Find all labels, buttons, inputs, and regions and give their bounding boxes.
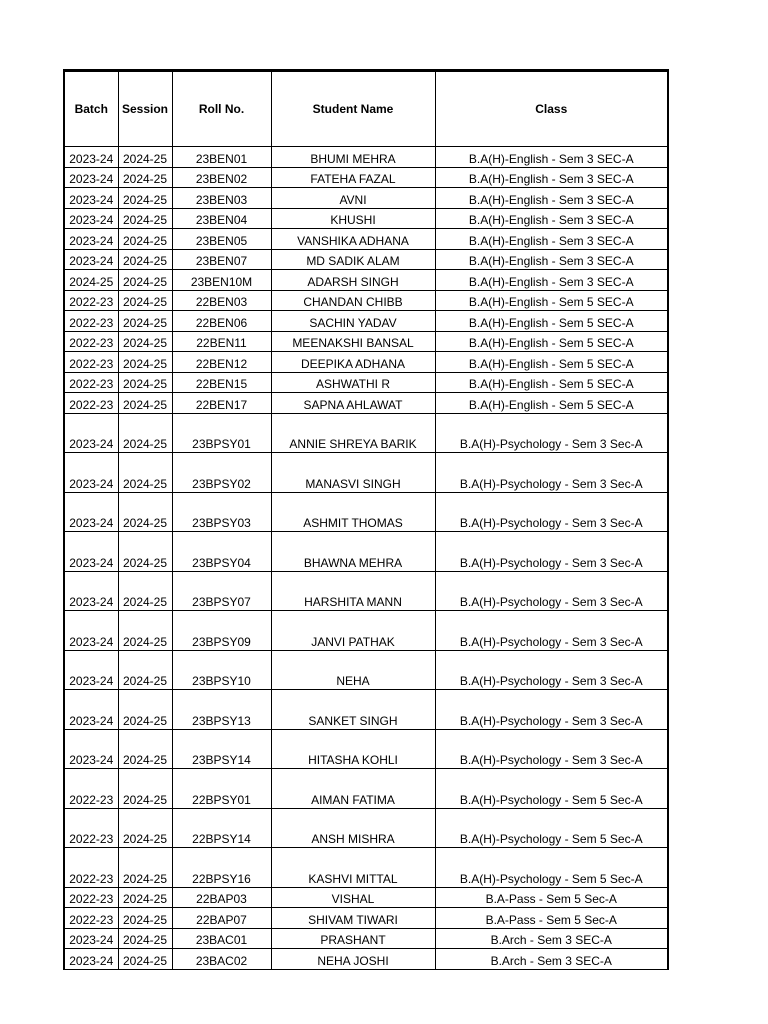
header-class: Class: [435, 71, 668, 147]
table-row: [64, 611, 668, 651]
cell-batch: 2022-23: [64, 848, 118, 888]
table-row: [64, 571, 668, 611]
cell-student-name: SACHIN YADAV: [271, 311, 435, 332]
cell-student-name: BHAWNA MEHRA: [271, 532, 435, 572]
table-row: [64, 650, 668, 690]
cell-session: 2024-25: [118, 492, 172, 532]
cell-batch: 2023-24: [64, 650, 118, 690]
cell-class: B.A-Pass - Sem 5 Sec-A: [435, 908, 668, 929]
student-table: [63, 69, 669, 970]
cell-roll-no: 23BPSY07: [172, 571, 271, 611]
table-row: [64, 270, 668, 291]
header-student-name: Student Name: [271, 71, 435, 147]
cell-student-name: CHANDAN CHIBB: [271, 290, 435, 311]
cell-student-name: NEHA: [271, 650, 435, 690]
header-row: [64, 71, 668, 147]
cell-session: 2024-25: [118, 167, 172, 188]
cell-session: 2024-25: [118, 208, 172, 229]
cell-batch: 2022-23: [64, 908, 118, 929]
cell-session: 2024-25: [118, 571, 172, 611]
table-row: [64, 729, 668, 769]
cell-student-name: JANVI PATHAK: [271, 611, 435, 651]
cell-class: B.A(H)-English - Sem 5 SEC-A: [435, 311, 668, 332]
cell-session: 2024-25: [118, 690, 172, 730]
cell-roll-no: 22BAP03: [172, 887, 271, 908]
cell-class: B.A(H)-Psychology - Sem 3 Sec-A: [435, 571, 668, 611]
cell-session: 2024-25: [118, 650, 172, 690]
cell-class: B.Arch - Sem 3 SEC-A: [435, 949, 668, 970]
cell-roll-no: 22BPSY01: [172, 769, 271, 809]
cell-session: 2024-25: [118, 928, 172, 949]
table-row: [64, 928, 668, 949]
cell-roll-no: 23BPSY13: [172, 690, 271, 730]
cell-roll-no: 22BEN03: [172, 290, 271, 311]
cell-roll-no: 23BEN03: [172, 188, 271, 209]
cell-session: 2024-25: [118, 808, 172, 848]
cell-student-name: NEHA JOSHI: [271, 949, 435, 970]
cell-class: B.A-Pass - Sem 5 Sec-A: [435, 887, 668, 908]
cell-class: B.A(H)-Psychology - Sem 3 Sec-A: [435, 492, 668, 532]
cell-student-name: VANSHIKA ADHANA: [271, 229, 435, 250]
cell-batch: 2023-24: [64, 532, 118, 572]
cell-student-name: AVNI: [271, 188, 435, 209]
table-row: [64, 249, 668, 270]
cell-roll-no: 23BEN01: [172, 147, 271, 168]
cell-session: 2024-25: [118, 352, 172, 373]
table-row: [64, 848, 668, 888]
cell-roll-no: 22BEN12: [172, 352, 271, 373]
table-row: [64, 690, 668, 730]
cell-class: B.A(H)-English - Sem 3 SEC-A: [435, 208, 668, 229]
table-row: [64, 949, 668, 970]
cell-batch: 2022-23: [64, 352, 118, 373]
table-row: [64, 532, 668, 572]
cell-class: B.A(H)-English - Sem 3 SEC-A: [435, 270, 668, 291]
header-batch: Batch: [64, 71, 118, 147]
table-row: [64, 887, 668, 908]
cell-class: B.A(H)-Psychology - Sem 3 Sec-A: [435, 611, 668, 651]
cell-session: 2024-25: [118, 331, 172, 352]
cell-student-name: MEENAKSHI BANSAL: [271, 331, 435, 352]
cell-class: B.A(H)-Psychology - Sem 3 Sec-A: [435, 532, 668, 572]
cell-class: B.A(H)-English - Sem 5 SEC-A: [435, 393, 668, 414]
table-row: [64, 808, 668, 848]
cell-batch: 2022-23: [64, 372, 118, 393]
header-roll-no: Roll No.: [172, 71, 271, 147]
cell-student-name: BHUMI MEHRA: [271, 147, 435, 168]
cell-student-name: KASHVI MITTAL: [271, 848, 435, 888]
table-row: [64, 311, 668, 332]
cell-student-name: MANASVI SINGH: [271, 453, 435, 493]
cell-batch: 2023-24: [64, 208, 118, 229]
cell-class: B.A(H)-English - Sem 3 SEC-A: [435, 167, 668, 188]
cell-batch: 2022-23: [64, 769, 118, 809]
cell-roll-no: 23BPSY09: [172, 611, 271, 651]
cell-session: 2024-25: [118, 949, 172, 970]
cell-class: B.A(H)-Psychology - Sem 3 Sec-A: [435, 650, 668, 690]
cell-class: B.A(H)-Psychology - Sem 3 Sec-A: [435, 729, 668, 769]
cell-session: 2024-25: [118, 188, 172, 209]
cell-roll-no: 23BEN10M: [172, 270, 271, 291]
cell-batch: 2023-24: [64, 928, 118, 949]
cell-class: B.A(H)-English - Sem 5 SEC-A: [435, 372, 668, 393]
table-row: [64, 331, 668, 352]
cell-student-name: ANNIE SHREYA BARIK: [271, 413, 435, 453]
cell-roll-no: 23BPSY14: [172, 729, 271, 769]
cell-session: 2024-25: [118, 769, 172, 809]
cell-student-name: HITASHA KOHLI: [271, 729, 435, 769]
cell-batch: 2023-24: [64, 249, 118, 270]
cell-session: 2024-25: [118, 413, 172, 453]
table-row: [64, 290, 668, 311]
cell-roll-no: 22BAP07: [172, 908, 271, 929]
cell-session: 2024-25: [118, 147, 172, 168]
cell-session: 2024-25: [118, 887, 172, 908]
cell-class: B.A(H)-English - Sem 3 SEC-A: [435, 249, 668, 270]
cell-roll-no: 22BEN15: [172, 372, 271, 393]
cell-student-name: ASHWATHI R: [271, 372, 435, 393]
table-row: [64, 208, 668, 229]
cell-batch: 2022-23: [64, 887, 118, 908]
cell-session: 2024-25: [118, 372, 172, 393]
cell-class: B.A(H)-Psychology - Sem 5 Sec-A: [435, 848, 668, 888]
cell-class: B.A(H)-Psychology - Sem 3 Sec-A: [435, 413, 668, 453]
cell-session: 2024-25: [118, 848, 172, 888]
table-row: [64, 393, 668, 414]
table-row: [64, 413, 668, 453]
cell-batch: 2023-24: [64, 571, 118, 611]
cell-student-name: FATEHA FAZAL: [271, 167, 435, 188]
cell-roll-no: 22BEN17: [172, 393, 271, 414]
cell-session: 2024-25: [118, 393, 172, 414]
cell-roll-no: 23BEN07: [172, 249, 271, 270]
cell-class: B.A(H)-English - Sem 5 SEC-A: [435, 352, 668, 373]
cell-session: 2024-25: [118, 270, 172, 291]
cell-batch: 2022-23: [64, 808, 118, 848]
cell-batch: 2023-24: [64, 413, 118, 453]
cell-student-name: HARSHITA MANN: [271, 571, 435, 611]
cell-student-name: AIMAN FATIMA: [271, 769, 435, 809]
cell-class: B.A(H)-English - Sem 3 SEC-A: [435, 147, 668, 168]
cell-roll-no: 23BPSY01: [172, 413, 271, 453]
cell-student-name: DEEPIKA ADHANA: [271, 352, 435, 373]
cell-roll-no: 23BAC02: [172, 949, 271, 970]
cell-class: B.A(H)-English - Sem 5 SEC-A: [435, 290, 668, 311]
cell-student-name: KHUSHI: [271, 208, 435, 229]
cell-batch: 2023-24: [64, 492, 118, 532]
cell-student-name: PRASHANT: [271, 928, 435, 949]
cell-batch: 2023-24: [64, 611, 118, 651]
cell-roll-no: 22BPSY16: [172, 848, 271, 888]
cell-session: 2024-25: [118, 290, 172, 311]
table-row: [64, 769, 668, 809]
cell-batch: 2023-24: [64, 147, 118, 168]
cell-session: 2024-25: [118, 453, 172, 493]
cell-student-name: SAPNA AHLAWAT: [271, 393, 435, 414]
cell-batch: 2022-23: [64, 393, 118, 414]
cell-session: 2024-25: [118, 311, 172, 332]
table-row: [64, 492, 668, 532]
cell-batch: 2024-25: [64, 270, 118, 291]
cell-roll-no: 23BPSY04: [172, 532, 271, 572]
cell-session: 2024-25: [118, 249, 172, 270]
cell-class: B.A(H)-Psychology - Sem 5 Sec-A: [435, 769, 668, 809]
cell-student-name: SANKET SINGH: [271, 690, 435, 730]
cell-batch: 2023-24: [64, 949, 118, 970]
cell-roll-no: 23BEN04: [172, 208, 271, 229]
cell-student-name: VISHAL: [271, 887, 435, 908]
cell-batch: 2022-23: [64, 311, 118, 332]
cell-batch: 2023-24: [64, 167, 118, 188]
cell-session: 2024-25: [118, 729, 172, 769]
cell-student-name: SHIVAM TIWARI: [271, 908, 435, 929]
cell-batch: 2022-23: [64, 290, 118, 311]
cell-class: B.Arch - Sem 3 SEC-A: [435, 928, 668, 949]
table-row: [64, 229, 668, 250]
table-row: [64, 453, 668, 493]
table-row: [64, 372, 668, 393]
cell-class: B.A(H)-Psychology - Sem 5 Sec-A: [435, 808, 668, 848]
cell-roll-no: 23BPSY10: [172, 650, 271, 690]
cell-roll-no: 23BEN02: [172, 167, 271, 188]
cell-class: B.A(H)-Psychology - Sem 3 Sec-A: [435, 453, 668, 493]
cell-class: B.A(H)-English - Sem 5 SEC-A: [435, 331, 668, 352]
cell-student-name: ASHMIT THOMAS: [271, 492, 435, 532]
cell-batch: 2023-24: [64, 188, 118, 209]
cell-batch: 2022-23: [64, 331, 118, 352]
cell-student-name: MD SADIK ALAM: [271, 249, 435, 270]
cell-class: B.A(H)-English - Sem 3 SEC-A: [435, 188, 668, 209]
table-row: [64, 352, 668, 373]
cell-roll-no: 23BPSY03: [172, 492, 271, 532]
cell-roll-no: 22BEN06: [172, 311, 271, 332]
cell-roll-no: 23BPSY02: [172, 453, 271, 493]
table-header: [64, 71, 668, 147]
table-row: [64, 167, 668, 188]
cell-session: 2024-25: [118, 611, 172, 651]
cell-session: 2024-25: [118, 229, 172, 250]
cell-batch: 2023-24: [64, 729, 118, 769]
cell-batch: 2023-24: [64, 453, 118, 493]
table-body: [64, 147, 668, 970]
cell-roll-no: 23BEN05: [172, 229, 271, 250]
cell-session: 2024-25: [118, 532, 172, 572]
cell-roll-no: 22BEN11: [172, 331, 271, 352]
cell-session: 2024-25: [118, 908, 172, 929]
cell-batch: 2023-24: [64, 229, 118, 250]
table-row: [64, 908, 668, 929]
cell-roll-no: 22BPSY14: [172, 808, 271, 848]
cell-student-name: ANSH MISHRA: [271, 808, 435, 848]
cell-class: B.A(H)-English - Sem 3 SEC-A: [435, 229, 668, 250]
header-session: Session: [118, 71, 172, 147]
cell-roll-no: 23BAC01: [172, 928, 271, 949]
cell-batch: 2023-24: [64, 690, 118, 730]
table-row: [64, 147, 668, 168]
table-row: [64, 188, 668, 209]
cell-student-name: ADARSH SINGH: [271, 270, 435, 291]
cell-class: B.A(H)-Psychology - Sem 3 Sec-A: [435, 690, 668, 730]
